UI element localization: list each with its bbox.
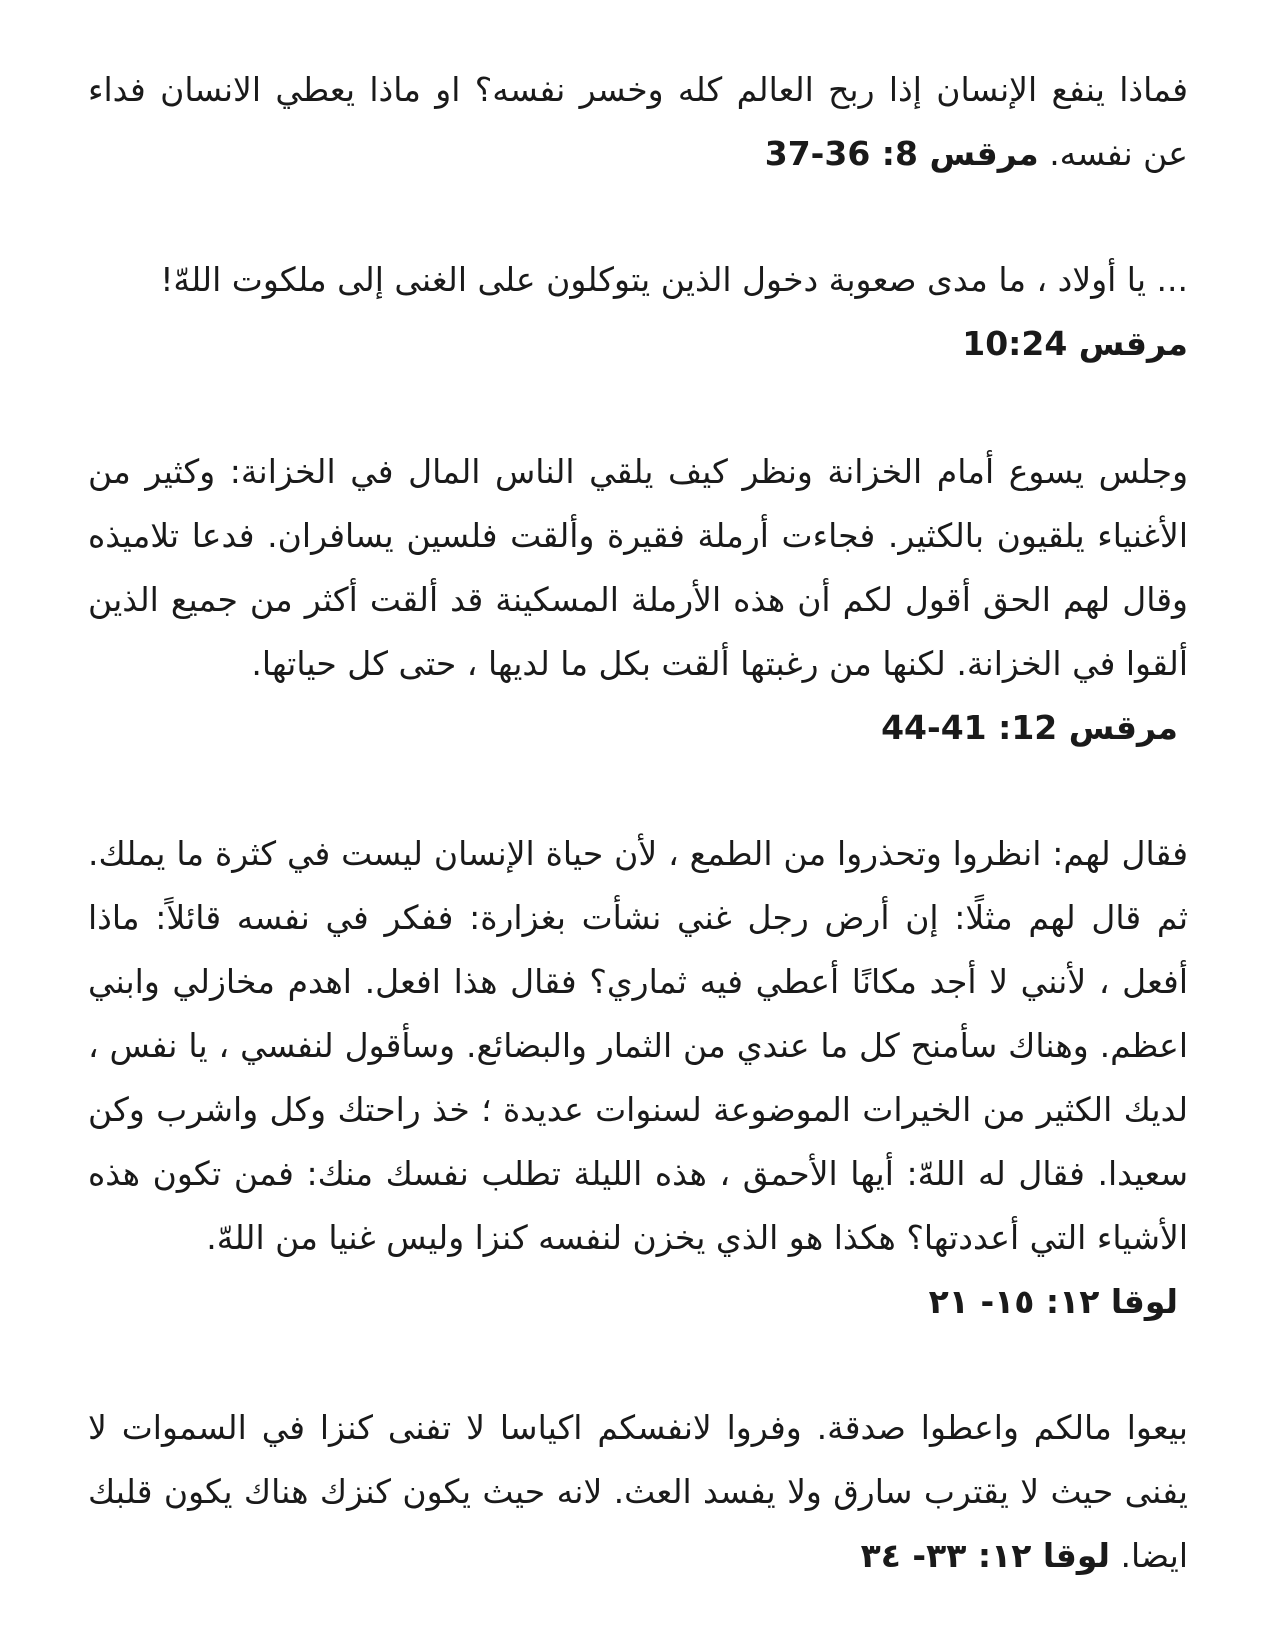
passage-body: فماذا ينفع الإنسان إذا ربح العالم كله وخسر نفسه؟ او ماذا يعطي الانسان فداء عن نفسه. — [88, 70, 1188, 173]
scripture-reference: لوقا ١٢: ١٥- ٢١ — [928, 1282, 1178, 1321]
scripture-reference: لوقا ١٢: ٣٣- ٣٤ — [860, 1536, 1110, 1575]
scripture-reference: مرقس 10:24 — [962, 324, 1188, 363]
passage-text — [88, 1396, 1188, 1588]
scripture-reference: مرقس 12: 41-44 — [881, 708, 1178, 747]
passage-4 — [88, 822, 1188, 1334]
document-page — [88, 58, 1188, 1650]
passage-text: ... يا أولاد ، ما مدى صعوبة دخول الذين يتوكلون على الغنى إلى ملكوت اللهّ! — [160, 260, 1188, 299]
passage-body: بيعوا مالكم واعطوا صدقة. وفروا لانفسكم اكياسا لا تفنى كنزا في السموات لا يفنى حيث لا يقترب سارق ولا يفسد العث. لانه حيث يكون كنزك هناك يكون قلبك ايضا. — [88, 1408, 1188, 1575]
passage-text — [88, 58, 1188, 186]
passage-1 — [88, 58, 1188, 186]
passage-3 — [88, 440, 1188, 760]
passage-text: فقال لهم: انظروا وتحذروا من الطمع ، لأن حياة الإنسان ليست في كثرة ما يملك. ثم قال لهم مثلًا: إن أرض رجل غني نشأت بغزارة: ففكر في نفسه قائلاً: ماذا أفعل ، لأنني لا أجد مكانًا أعطي فيه ثماري؟ فقال هذا افعل. اهدم مخازلي وابني اعظم. وهناك سأمنح كل ما عندي من الثمار والبضائع. وسأقول لنفسي ، يا نفس ، لديك الكثير من الخيرات الموضوعة لسنوات عديدة ؛ خذ راحتك وكل واشرب وكن سعيدا. فقال له اللهّ: أيها الأحمق ، هذه الليلة تطلب نفسك منك: فمن تكون هذه الأشياء التي أعددتها؟ هكذا هو الذي يخزن لنفسه كنزا وليس غنيا من اللهّ. — [88, 834, 1188, 1257]
passage-text: وجلس يسوع أمام الخزانة ونظر كيف يلقي الناس المال في الخزانة: وكثير من الأغنياء يلقيون بالكثير. فجاءت أرملة فقيرة وألقت فلسين يسافران. فدعا تلاميذه وقال لهم الحق أقول لكم أن هذه الأرملة المسكينة قد ألقت أكثر من جميع الذين ألقوا في الخزانة. لكنها من رغبتها ألقت بكل ما لديها ، حتى كل حياتها. — [88, 452, 1188, 683]
scripture-reference: مرقس 8: 36-37 — [764, 134, 1039, 173]
passage-2 — [88, 248, 1188, 376]
passage-5 — [88, 1396, 1188, 1588]
